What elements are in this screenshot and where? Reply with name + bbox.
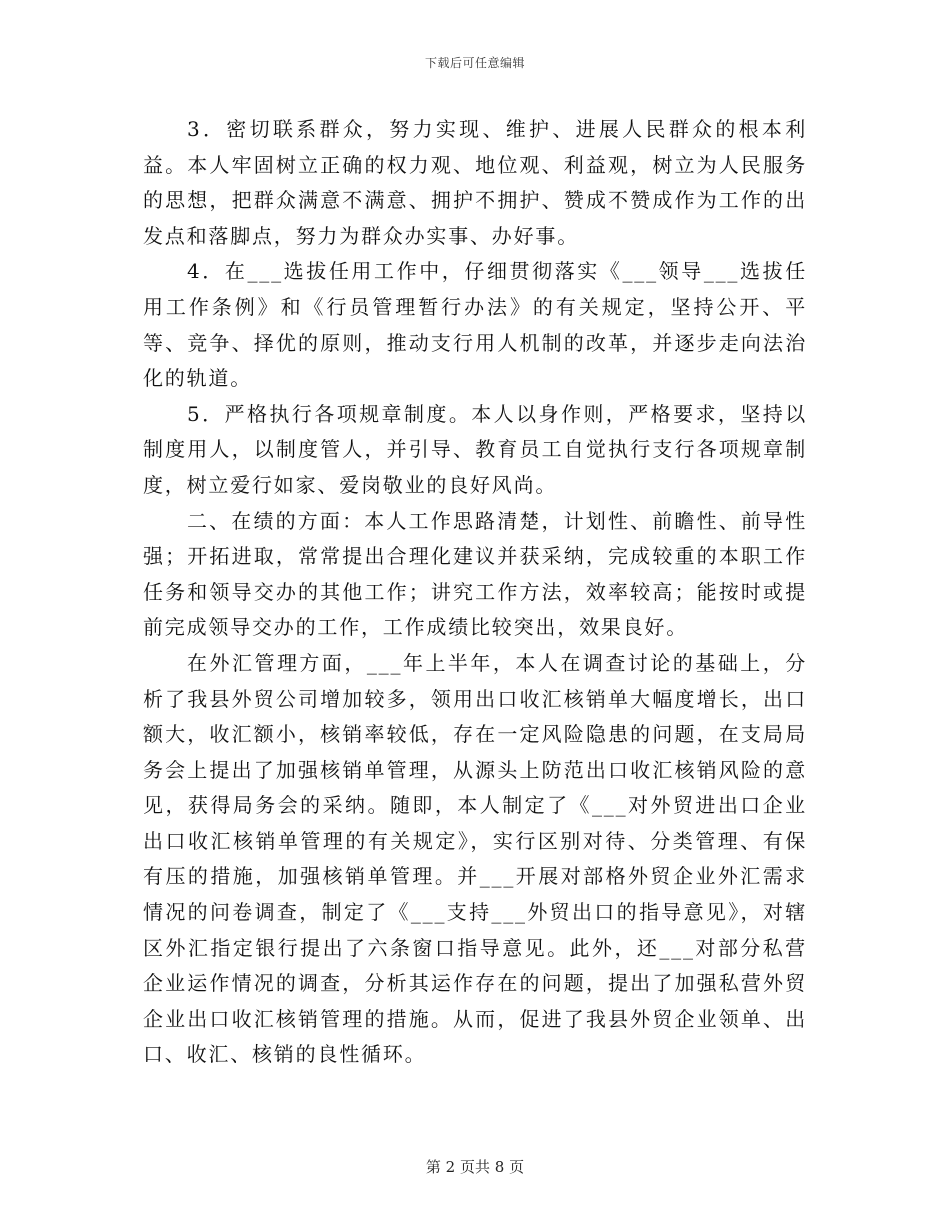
document-body (143, 112, 807, 1073)
page-header: 下载后可任意编辑 (424, 56, 525, 70)
page-footer: 第 2 页共 8 页 (425, 1158, 525, 1176)
paragraph-item-5: 5．严格执行各项规章制度。本人以身作则，严格要求，坚持以制度用人，以制度管人，并引导、教育员工自觉执行支行各项规章制度，树立爱行如家、爱岗敬业的良好风尚。 (143, 401, 807, 497)
paragraph-section-2: 二、在绩的方面：本人工作思路清楚，计划性、前瞻性、前导性强；开拓进取，常常提出合理化建议并获采纳，完成较重的本职工作任务和领导交办的其他工作；讲究工作方法，效率较高；能按时或提前完成领导交办的工作，工作成绩比较突出，效果良好。 (143, 508, 807, 640)
paragraph-item-4: 4．在___选拔任用工作中，仔细贯彻落实《___领导___选拔任用工作条例》和《行员管理暂行办法》的有关规定，坚持公开、平等、竞争、择优的原则，推动支行用人机制的改革，并逐步走向法治化的轨道。 (143, 259, 807, 391)
paragraph-item-3: 3．密切联系群众，努力实现、维护、进展人民群众的根本利益。本人牢固树立正确的权力观、地位观、利益观，树立为人民服务的思想，把群众满意不满意、拥护不拥护、赞成不赞成作为工作的出发点和落脚点，努力为群众办实事、办好事。 (143, 117, 807, 248)
paragraph-foreign-exchange: 在外汇管理方面，___年上半年，本人在调查讨论的基础上，分析了我县外贸公司增加较多，领用出口收汇核销单大幅度增长，出口额大，收汇额小，核销率较低，存在一定风险隐患的问题，在支局局务会上提出了加强核销单管理，从源头上防范出口收汇核销风险的意见，获得局务会的采纳。随即，本人制定了《___对外贸进出口企业出口收汇核销单管理的有关规定》，实行区别对待、分类管理、有保有压的措施，加强核销单管理。并___开展对部格外贸企业外汇需求情况的问卷调查，制定了《___支持___外贸出口的指导意见》，对辖区外汇指定银行提出了六条窗口指导意见。此外，还___对部分私营企业运作情况的调查，分析其运作存在的问题，提出了加强私营外贸企业出口收汇核销管理的措施。从而，促进了我县外贸企业领单、出口、收汇、核销的良性循环。 (143, 650, 807, 1067)
